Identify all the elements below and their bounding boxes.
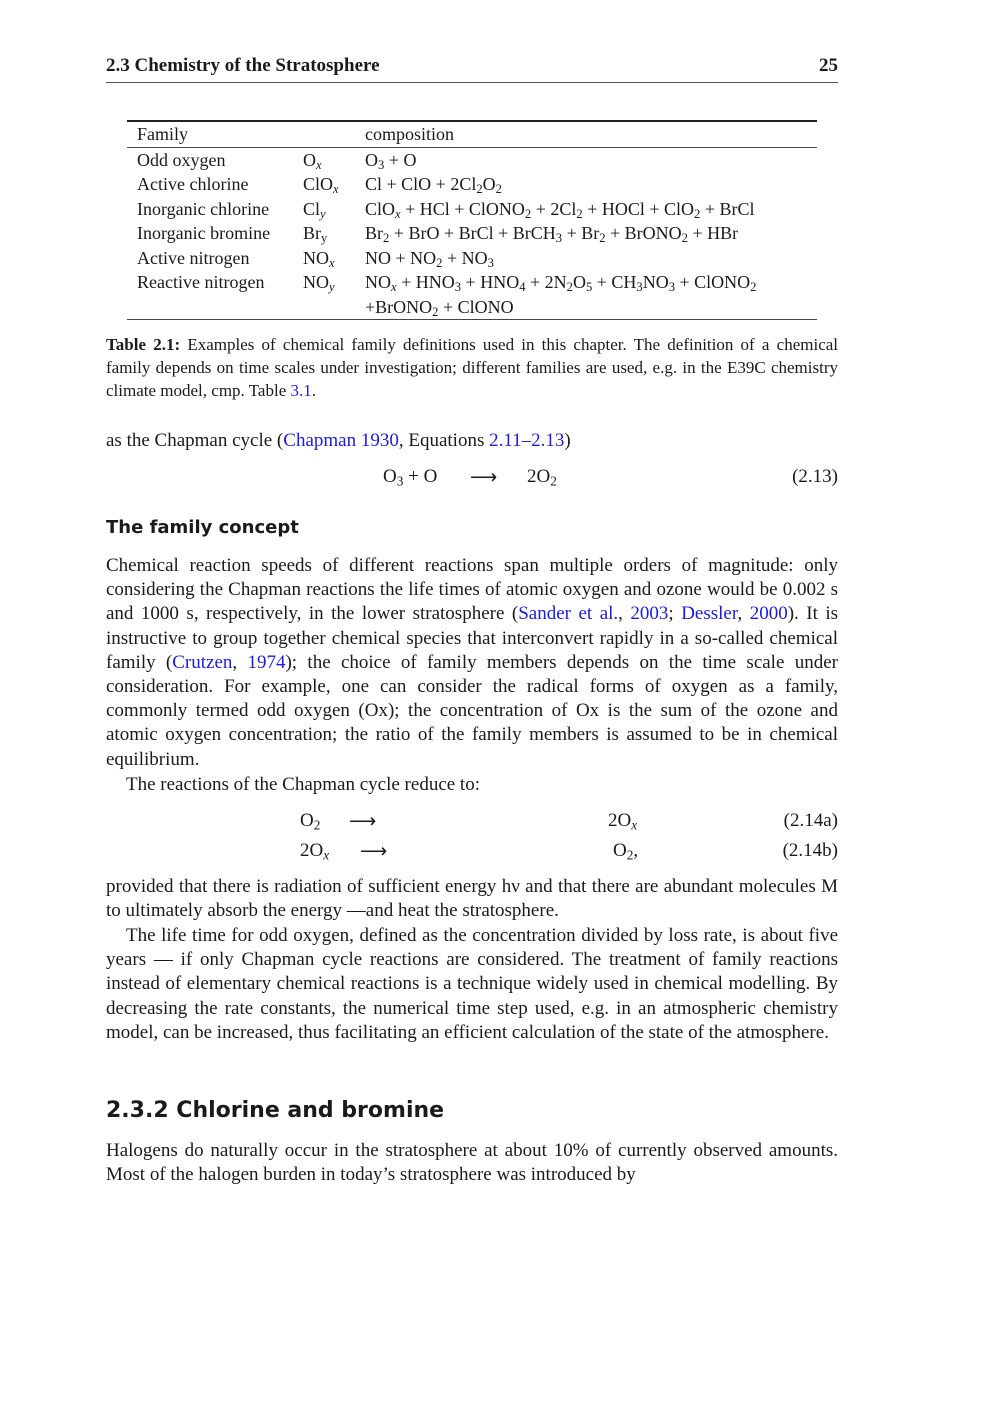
paragraph-text: ). It is instructive to group together chemical species that interconvert rapidly in a so-called chemical family ( [106,603,839,673]
equation-arrow: ⟶ [470,467,498,488]
family-symbol: $O_x$ [303,149,322,172]
family-symbol: ClO$_x$ [303,174,339,197]
column-header-family: Family [137,124,189,144]
caption-label: Table 2.1: [106,335,181,354]
separator: ; [668,603,682,625]
equation-reference-link[interactable]: 2.11–2.13 [489,430,565,451]
intro-text-end: ) [564,430,571,451]
dessler-citation-link[interactable]: Dessler [681,603,738,625]
equation-number: (2.14b) [782,840,838,861]
family-name: Reactive nitrogen [137,272,265,292]
chapman-reduce-paragraph: The reactions of the Chapman cycle reduce to: [126,774,480,795]
family-symbol: $Cl_y$ [303,198,326,221]
family-concept-paragraph [106,554,838,772]
equation-number: (2.14a) [783,810,838,831]
equation-rhs: $O_2$, [613,840,639,863]
table-row [127,246,817,271]
table-row [127,270,817,320]
sander-year-link[interactable]: 2003 [630,603,669,625]
equation-arrow: ⟶ [349,811,377,832]
intro-text: as the Chapman cycle ( [106,430,284,451]
caption-text: Examples of chemical family definitions used in this chapter. The definition of a chemical family depends on time scales under investigation; different families are used, e.g. in the E39C chemistry climate model, cmp. Table [106,335,839,400]
family-name: Active nitrogen [137,247,250,268]
crutzen-year-link[interactable]: 1974 [247,651,286,673]
family-name: Inorganic chlorine [137,198,270,219]
equation-rhs: $2O_2$ [527,466,557,489]
family-composition: NO + $NO_2 + NO_3$ [365,247,494,270]
equation-lhs: $O_3 + O$ [383,466,438,489]
family-name: Inorganic bromine [137,223,271,243]
paragraph-text: ); the choice of family members depends on the time scale under consideration. For example, one can consider the radical forms of oxygen as a family, commonly termed odd oxygen (Ox); the concentration of Ox is the sum of the ozone and atomic oxygen concentration; the ratio of the family members is assumed to be in chemical equilibrium. [106,651,838,770]
halogens-paragraph: Halogens do naturally occur in the stratosphere at about 10% of currently observed amounts. Most of the halogen burden in today’s stratosphere was introduced by [106,1140,838,1186]
sander-citation-link[interactable]: Sander et al. [518,603,619,625]
equation-2-14b [106,840,838,866]
section-title: 2.3 Chemistry of the Stratosphere [106,55,380,76]
equation-2-13 [106,466,838,492]
equation-2-14a [106,810,838,836]
family-composition: $O_3 + O$ [365,149,417,172]
table-header-row [127,121,817,147]
family-concept-heading: The family concept [106,517,299,538]
odd-oxygen-lifetime-paragraph: The life time for odd oxygen, defined as the concentration divided by loss rate, is about five years — if only Chapman cycle reactions are considered. The treatment of family reactions instead of elementary chemical reactions is a technique widely used in chemical modelling. By decreasing the rate constants, the numerical time step used, e.g. in an atmospheric chemistry model, can be increased, thus facilitating an efficient calculation of the state of the atmosphere. [106,925,838,1043]
family-name: Active chlorine [137,174,249,194]
family-symbol: $NO_x$ [303,247,335,270]
family-table [127,120,817,320]
separator: , [618,603,631,625]
separator: , [232,651,248,673]
chapman-intro [106,429,838,453]
radiation-paragraph: provided that there is radiation of sufficient energy hν and that there are abundant molecules M to ultimately absorb the energy —and heat the stratosphere. [106,876,838,922]
crutzen-citation-link[interactable]: Crutzen [172,651,233,673]
family-composition: ClO$_x$ + HCl + ClONO$_2$ + $2Cl_2$ + HOCl + ClO$_2$ + BrCl [365,198,755,221]
column-header-composition: composition [365,124,454,144]
equation-number: (2.13) [792,466,838,487]
table-row [127,172,817,197]
intro-text-mid: , Equations [398,430,490,451]
chapman-citation-link[interactable]: Chapman 1930 [283,430,399,451]
table-caption [106,333,838,402]
paragraph-text: Chemical reaction speeds of different reactions span multiple orders of magnitude: only considering the Chapman reactions the life times of atomic oxygen and ozone would be 0.002 s and 1000 s, respectively, in the lower stratosphere ( [106,555,838,625]
family-composition: $NO_x + HNO_3 + HNO_4 + 2N_2O_5 + CH_3NO_3$ + ClONO$_2$ +BrONO$_2$ + ClONO [365,272,757,319]
table-row [127,147,817,172]
table-reference-link[interactable]: 3.1 [290,381,312,400]
equation-lhs: $2O_x$ [300,840,330,863]
equation-rhs: $2O_x$ [608,810,638,833]
family-composition: Cl + ClO + $2Cl_2O_2$ [365,174,502,197]
page-number: 25 [819,55,838,76]
equation-arrow: ⟶ [360,841,388,862]
table-row [127,197,817,222]
family-composition: $Br_2$ + BrO + BrCl + BrCH$_3$ + $Br_2$ + BrONO$_2$ + HBr [365,223,739,246]
caption-end: . [311,381,316,400]
table-row [127,221,817,246]
equation-lhs: $O_2$ [300,810,321,833]
family-symbol: $NO_y$ [303,272,335,295]
section-heading-2-3-2: 2.3.2 Chlorine and bromine [106,1098,445,1123]
family-symbol: $Br_y$ [303,223,328,246]
family-name: Odd oxygen [137,149,226,170]
dessler-year-link[interactable]: 2000 [749,603,788,625]
running-head [106,55,838,83]
column-header-symbol [293,121,355,147]
separator: , [737,603,750,625]
